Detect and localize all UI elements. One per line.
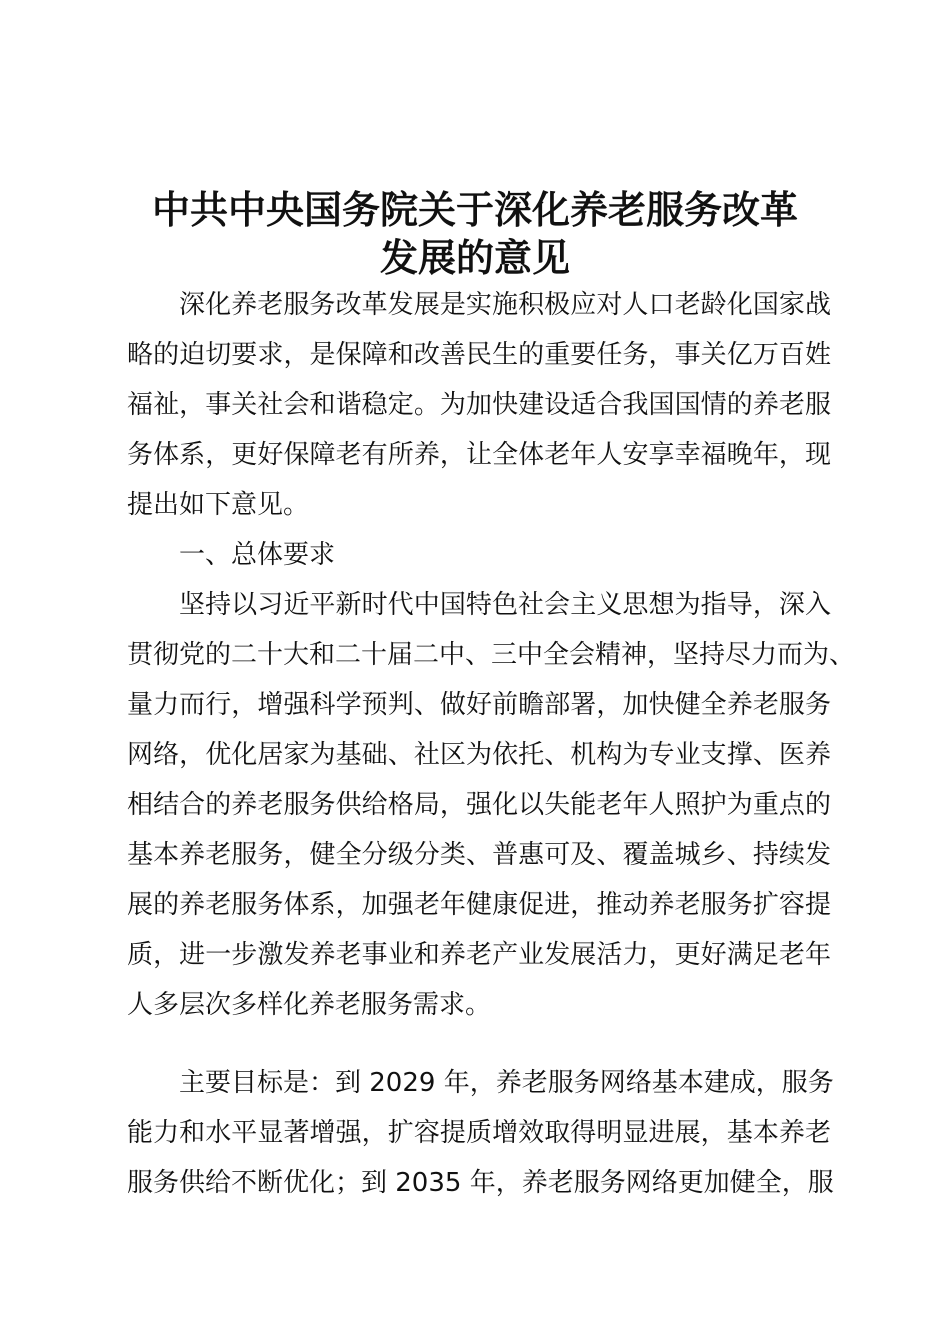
text-line: 网络，优化居家为基础、社区为依托、机构为专业支撑、医养: [127, 740, 831, 770]
text-line: 贯彻党的二十大和二十届二中、三中全会精神，坚持尽力而为、: [127, 640, 856, 670]
text-line: 务体系，更好保障老有所养，让全体老年人安享幸福晚年，现: [127, 440, 831, 470]
section-heading: [127, 530, 831, 580]
text-line: 提出如下意见。: [127, 490, 310, 520]
text-line: 展的养老服务体系，加强老年健康促进，推动养老服务扩容提: [127, 890, 831, 920]
text-line: 福祉，事关社会和谐稳定。为加快建设适合我国国情的养老服: [127, 390, 831, 420]
paragraph-spacer: [127, 1030, 831, 1058]
document-title-line-1: 中共中央国务院关于深化养老服务改革: [151, 188, 798, 232]
text-line: 坚持以习近平新时代中国特色社会主义思想为指导，深入: [179, 590, 831, 620]
paragraph-intro: [127, 280, 831, 530]
text-line: 主要目标是：到 2029 年，养老服务网络基本建成，服务: [179, 1068, 834, 1098]
text-line: 质，进一步激发养老事业和养老产业发展活力，更好满足老年: [127, 940, 831, 970]
text-line: 相结合的养老服务供给格局，强化以失能老年人照护为重点的: [127, 790, 831, 820]
section-heading-text: 一、总体要求: [179, 540, 336, 570]
text-line: 人多层次多样化养老服务需求。: [127, 990, 492, 1020]
text-line: 略的迫切要求，是保障和改善民生的重要任务，事关亿万百姓: [127, 340, 831, 370]
text-line: 服务供给不断优化；到 2035 年，养老服务网络更加健全，服: [127, 1168, 834, 1198]
document-body: [127, 280, 856, 1208]
text-line: 量力而行，增强科学预判、做好前瞻部署，加快健全养老服务: [127, 690, 831, 720]
document-title-line-2: 发展的意见: [379, 236, 570, 280]
paragraph-main-goals: [127, 1058, 834, 1208]
text-line: 基本养老服务，健全分级分类、普惠可及、覆盖城乡、持续发: [127, 840, 831, 870]
text-line: 能力和水平显著增强，扩容提质增效取得明显进展，基本养老: [127, 1118, 831, 1148]
text-line: 深化养老服务改革发展是实施积极应对人口老龄化国家战: [179, 290, 831, 320]
paragraph-guiding-principle: [127, 580, 856, 1030]
